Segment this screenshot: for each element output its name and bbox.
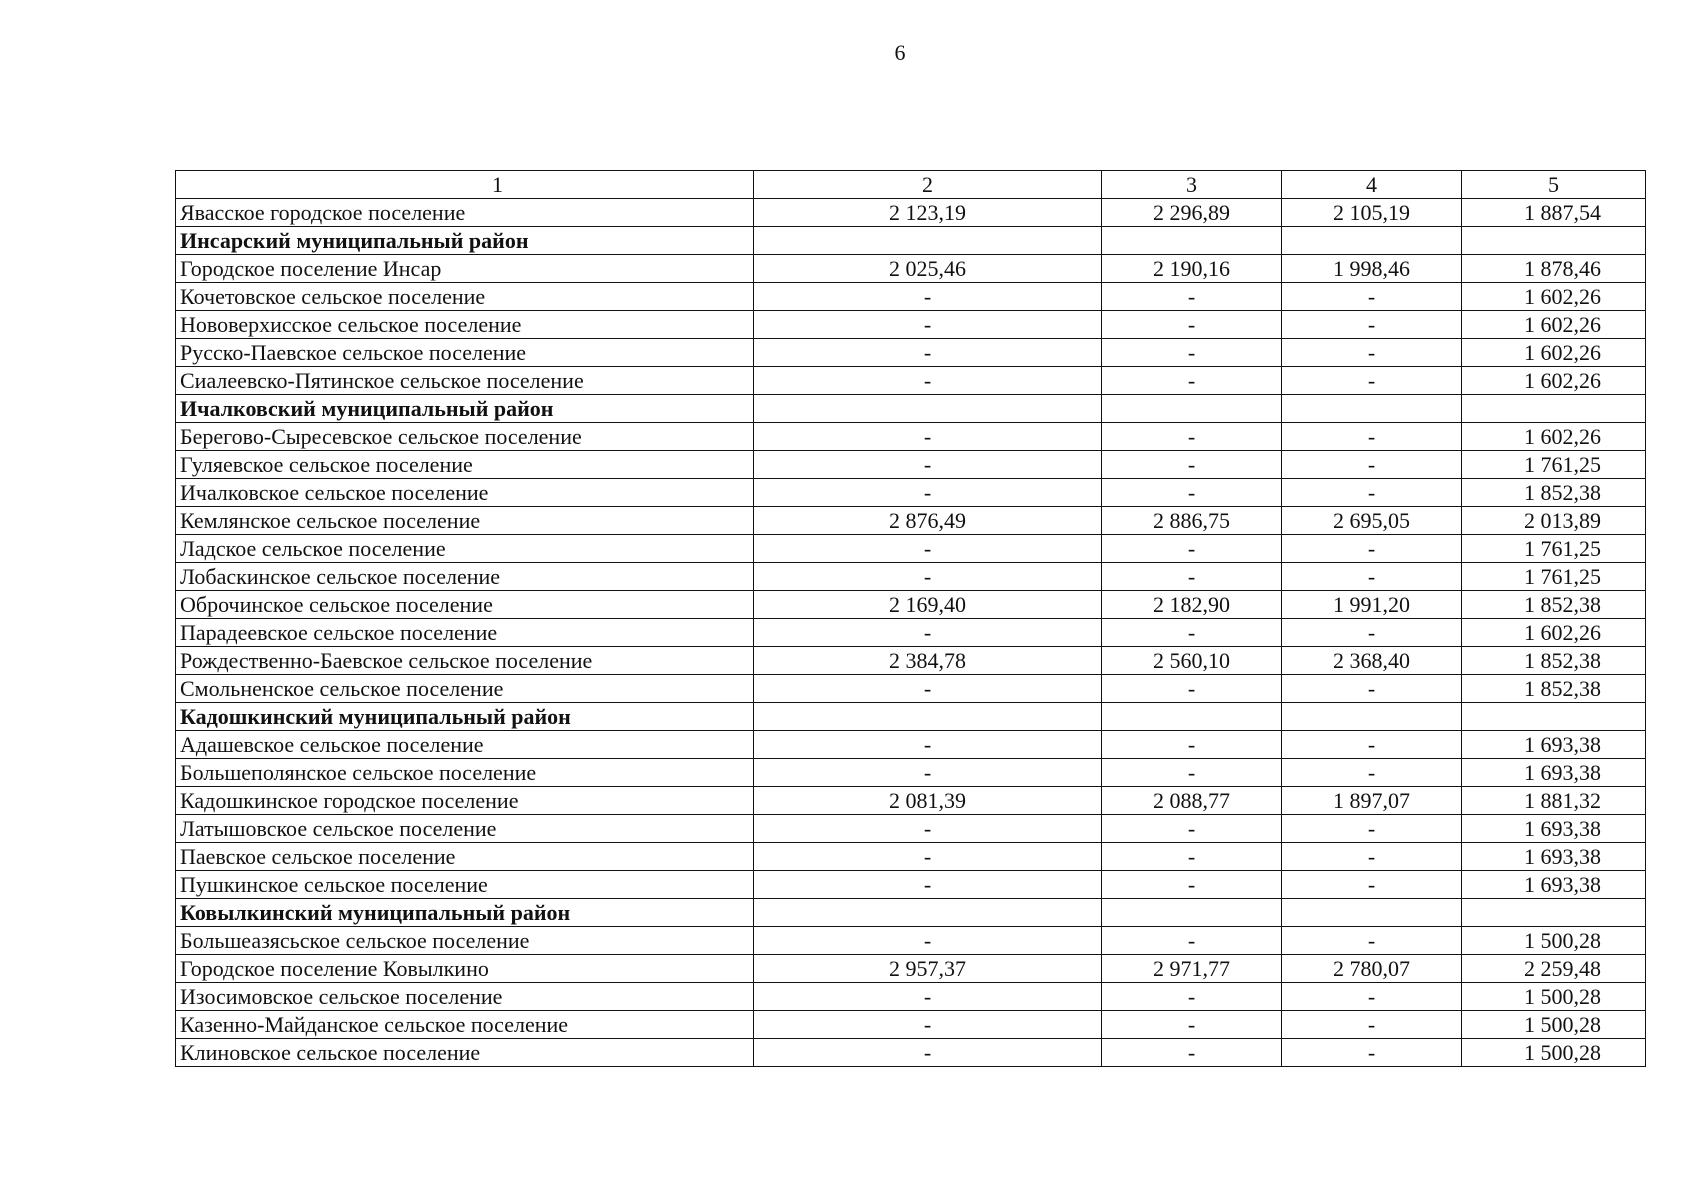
value-cell-col-4 bbox=[1282, 703, 1462, 731]
table-row bbox=[176, 983, 1646, 1011]
value-cell-col-2: - bbox=[754, 311, 1102, 339]
value-cell-col-2: - bbox=[754, 843, 1102, 871]
value-cell-col-2: 2 384,78 bbox=[754, 647, 1102, 675]
table-row bbox=[176, 367, 1646, 395]
settlement-name-cell: Кемлянское сельское поселение bbox=[176, 507, 754, 535]
settlement-name-cell: Кадошкинское городское поселение bbox=[176, 787, 754, 815]
value-cell-col-5: 1 602,26 bbox=[1462, 339, 1646, 367]
value-cell-col-3 bbox=[1102, 227, 1282, 255]
settlement-name-cell: Казенно-Майданское сельское поселение bbox=[176, 1011, 754, 1039]
settlement-name-cell: Берегово-Сыресевское сельское поселение bbox=[176, 423, 754, 451]
value-cell-col-5: 1 693,38 bbox=[1462, 815, 1646, 843]
value-cell-col-5: 1 878,46 bbox=[1462, 255, 1646, 283]
value-cell-col-4: - bbox=[1282, 311, 1462, 339]
value-cell-col-5: 1 761,25 bbox=[1462, 563, 1646, 591]
value-cell-col-5: 2 013,89 bbox=[1462, 507, 1646, 535]
value-cell-col-3: - bbox=[1102, 451, 1282, 479]
table-row bbox=[176, 255, 1646, 283]
value-cell-col-3: 2 560,10 bbox=[1102, 647, 1282, 675]
value-cell-col-5 bbox=[1462, 395, 1646, 423]
table-row bbox=[176, 311, 1646, 339]
district-name-cell: Ичалковский муниципальный район bbox=[176, 395, 754, 423]
value-cell-col-3: - bbox=[1102, 1011, 1282, 1039]
value-cell-col-3: - bbox=[1102, 675, 1282, 703]
table-row bbox=[176, 591, 1646, 619]
value-cell-col-5: 1 500,28 bbox=[1462, 1039, 1646, 1067]
settlement-name-cell: Ичалковское сельское поселение bbox=[176, 479, 754, 507]
settlement-name-cell: Сиалеевско-Пятинское сельское поселение bbox=[176, 367, 754, 395]
value-cell-col-2: - bbox=[754, 451, 1102, 479]
value-cell-col-3: - bbox=[1102, 731, 1282, 759]
value-cell-col-5: 1 761,25 bbox=[1462, 451, 1646, 479]
value-cell-col-5: 1 602,26 bbox=[1462, 311, 1646, 339]
settlement-name-cell: Кочетовское сельское поселение bbox=[176, 283, 754, 311]
value-cell-col-2: - bbox=[754, 367, 1102, 395]
value-cell-col-2: - bbox=[754, 815, 1102, 843]
table-row bbox=[176, 843, 1646, 871]
settlement-name-cell: Городское поселение Ковылкино bbox=[176, 955, 754, 983]
value-cell-col-3: 2 886,75 bbox=[1102, 507, 1282, 535]
table-row bbox=[176, 871, 1646, 899]
value-cell-col-3 bbox=[1102, 899, 1282, 927]
table-row bbox=[176, 283, 1646, 311]
value-cell-col-2: - bbox=[754, 479, 1102, 507]
value-cell-col-4: - bbox=[1282, 843, 1462, 871]
table-row bbox=[176, 339, 1646, 367]
value-cell-col-2 bbox=[754, 899, 1102, 927]
table-row bbox=[176, 787, 1646, 815]
settlement-name-cell: Нововерхисское сельское поселение bbox=[176, 311, 754, 339]
value-cell-col-4: - bbox=[1282, 423, 1462, 451]
value-cell-col-5: 1 602,26 bbox=[1462, 619, 1646, 647]
value-cell-col-5 bbox=[1462, 227, 1646, 255]
value-cell-col-5: 1 500,28 bbox=[1462, 1011, 1646, 1039]
settlement-name-cell: Ладское сельское поселение bbox=[176, 535, 754, 563]
table-row bbox=[176, 619, 1646, 647]
value-cell-col-4: - bbox=[1282, 815, 1462, 843]
value-cell-col-4: - bbox=[1282, 339, 1462, 367]
settlement-name-cell: Явасское городское поселение bbox=[176, 199, 754, 227]
district-row bbox=[176, 899, 1646, 927]
value-cell-col-4: - bbox=[1282, 535, 1462, 563]
value-cell-col-4: - bbox=[1282, 367, 1462, 395]
value-cell-col-2: - bbox=[754, 927, 1102, 955]
value-cell-col-4 bbox=[1282, 227, 1462, 255]
value-cell-col-2 bbox=[754, 395, 1102, 423]
district-name-cell: Кадошкинский муниципальный район bbox=[176, 703, 754, 731]
table-row bbox=[176, 955, 1646, 983]
value-cell-col-2: - bbox=[754, 563, 1102, 591]
settlement-name-cell: Клиновское сельское поселение bbox=[176, 1039, 754, 1067]
value-cell-col-2: 2 957,37 bbox=[754, 955, 1102, 983]
value-cell-col-3: - bbox=[1102, 619, 1282, 647]
settlement-name-cell: Большеазясьское сельское поселение bbox=[176, 927, 754, 955]
value-cell-col-3: - bbox=[1102, 843, 1282, 871]
value-cell-col-4: - bbox=[1282, 731, 1462, 759]
table-row bbox=[176, 927, 1646, 955]
table-row bbox=[176, 815, 1646, 843]
settlements-table bbox=[175, 170, 1646, 1067]
header-cell-2: 2 bbox=[754, 171, 1102, 199]
value-cell-col-3: - bbox=[1102, 563, 1282, 591]
value-cell-col-2: - bbox=[754, 675, 1102, 703]
settlement-name-cell: Паевское сельское поселение bbox=[176, 843, 754, 871]
value-cell-col-5: 1 693,38 bbox=[1462, 731, 1646, 759]
value-cell-col-3: - bbox=[1102, 983, 1282, 1011]
value-cell-col-5: 1 602,26 bbox=[1462, 423, 1646, 451]
value-cell-col-2: - bbox=[754, 731, 1102, 759]
value-cell-col-2: 2 169,40 bbox=[754, 591, 1102, 619]
value-cell-col-5 bbox=[1462, 703, 1646, 731]
value-cell-col-4: - bbox=[1282, 619, 1462, 647]
value-cell-col-5: 1 852,38 bbox=[1462, 647, 1646, 675]
settlement-name-cell: Пушкинское сельское поселение bbox=[176, 871, 754, 899]
settlement-name-cell: Изосимовское сельское поселение bbox=[176, 983, 754, 1011]
value-cell-col-2: - bbox=[754, 983, 1102, 1011]
settlement-name-cell: Лобаскинское сельское поселение bbox=[176, 563, 754, 591]
district-row bbox=[176, 395, 1646, 423]
value-cell-col-5: 1 887,54 bbox=[1462, 199, 1646, 227]
value-cell-col-3: - bbox=[1102, 283, 1282, 311]
settlement-name-cell: Гуляевское сельское поселение bbox=[176, 451, 754, 479]
settlement-name-cell: Городское поселение Инсар bbox=[176, 255, 754, 283]
value-cell-col-2: 2 876,49 bbox=[754, 507, 1102, 535]
value-cell-col-2 bbox=[754, 227, 1102, 255]
value-cell-col-2: - bbox=[754, 283, 1102, 311]
header-cell-3: 3 bbox=[1102, 171, 1282, 199]
settlement-name-cell: Большеполянское сельское поселение bbox=[176, 759, 754, 787]
value-cell-col-4 bbox=[1282, 395, 1462, 423]
value-cell-col-3: - bbox=[1102, 759, 1282, 787]
value-cell-col-4: - bbox=[1282, 871, 1462, 899]
value-cell-col-5: 1 852,38 bbox=[1462, 479, 1646, 507]
value-cell-col-3: - bbox=[1102, 311, 1282, 339]
table-row bbox=[176, 535, 1646, 563]
value-cell-col-3: - bbox=[1102, 535, 1282, 563]
value-cell-col-2: - bbox=[754, 423, 1102, 451]
district-row bbox=[176, 703, 1646, 731]
value-cell-col-4: - bbox=[1282, 927, 1462, 955]
value-cell-col-2: - bbox=[754, 1011, 1102, 1039]
value-cell-col-3: - bbox=[1102, 423, 1282, 451]
value-cell-col-3: - bbox=[1102, 339, 1282, 367]
district-row bbox=[176, 227, 1646, 255]
value-cell-col-4 bbox=[1282, 899, 1462, 927]
value-cell-col-4: - bbox=[1282, 983, 1462, 1011]
value-cell-col-3 bbox=[1102, 395, 1282, 423]
district-name-cell: Ковылкинский муниципальный район bbox=[176, 899, 754, 927]
value-cell-col-4: 2 368,40 bbox=[1282, 647, 1462, 675]
value-cell-col-5: 1 881,32 bbox=[1462, 787, 1646, 815]
value-cell-col-4: 1 998,46 bbox=[1282, 255, 1462, 283]
value-cell-col-3: 2 190,16 bbox=[1102, 255, 1282, 283]
table-row bbox=[176, 563, 1646, 591]
value-cell-col-3: 2 296,89 bbox=[1102, 199, 1282, 227]
table-row bbox=[176, 675, 1646, 703]
table-header-row bbox=[176, 171, 1646, 199]
value-cell-col-5: 1 602,26 bbox=[1462, 283, 1646, 311]
settlement-name-cell: Латышовское сельское поселение bbox=[176, 815, 754, 843]
header-cell-5: 5 bbox=[1462, 171, 1646, 199]
value-cell-col-5: 1 602,26 bbox=[1462, 367, 1646, 395]
value-cell-col-2 bbox=[754, 703, 1102, 731]
value-cell-col-5: 1 693,38 bbox=[1462, 759, 1646, 787]
value-cell-col-4: - bbox=[1282, 759, 1462, 787]
table-row bbox=[176, 1011, 1646, 1039]
value-cell-col-4: - bbox=[1282, 451, 1462, 479]
table-row bbox=[176, 199, 1646, 227]
value-cell-col-5 bbox=[1462, 899, 1646, 927]
value-cell-col-5: 2 259,48 bbox=[1462, 955, 1646, 983]
value-cell-col-4: - bbox=[1282, 1011, 1462, 1039]
value-cell-col-3: - bbox=[1102, 871, 1282, 899]
value-cell-col-3: - bbox=[1102, 815, 1282, 843]
value-cell-col-4: 2 780,07 bbox=[1282, 955, 1462, 983]
settlement-name-cell: Адашевское сельское поселение bbox=[176, 731, 754, 759]
value-cell-col-3: - bbox=[1102, 367, 1282, 395]
value-cell-col-4: - bbox=[1282, 479, 1462, 507]
header-cell-1: 1 bbox=[176, 171, 754, 199]
value-cell-col-5: 1 500,28 bbox=[1462, 983, 1646, 1011]
value-cell-col-4: - bbox=[1282, 675, 1462, 703]
value-cell-col-5: 1 693,38 bbox=[1462, 843, 1646, 871]
value-cell-col-4: 2 105,19 bbox=[1282, 199, 1462, 227]
value-cell-col-2: - bbox=[754, 339, 1102, 367]
value-cell-col-4: - bbox=[1282, 1039, 1462, 1067]
table-row bbox=[176, 423, 1646, 451]
table-row bbox=[176, 507, 1646, 535]
value-cell-col-3 bbox=[1102, 703, 1282, 731]
value-cell-col-5: 1 761,25 bbox=[1462, 535, 1646, 563]
value-cell-col-4: - bbox=[1282, 283, 1462, 311]
table-row bbox=[176, 451, 1646, 479]
value-cell-col-3: - bbox=[1102, 479, 1282, 507]
value-cell-col-2: - bbox=[754, 619, 1102, 647]
table-row bbox=[176, 647, 1646, 675]
value-cell-col-2: - bbox=[754, 759, 1102, 787]
value-cell-col-2: - bbox=[754, 1039, 1102, 1067]
settlement-name-cell: Рождественно-Баевское сельское поселение bbox=[176, 647, 754, 675]
value-cell-col-5: 1 852,38 bbox=[1462, 675, 1646, 703]
value-cell-col-3: - bbox=[1102, 927, 1282, 955]
page-number: 6 bbox=[894, 40, 906, 65]
value-cell-col-2: 2 081,39 bbox=[754, 787, 1102, 815]
settlement-name-cell: Парадеевское сельское поселение bbox=[176, 619, 754, 647]
district-name-cell: Инсарский муниципальный район bbox=[176, 227, 754, 255]
value-cell-col-3: 2 088,77 bbox=[1102, 787, 1282, 815]
table-row bbox=[176, 479, 1646, 507]
value-cell-col-2: 2 025,46 bbox=[754, 255, 1102, 283]
settlement-name-cell: Оброчинское сельское поселение bbox=[176, 591, 754, 619]
settlement-name-cell: Русско-Паевское сельское поселение bbox=[176, 339, 754, 367]
value-cell-col-2: - bbox=[754, 871, 1102, 899]
table-row bbox=[176, 759, 1646, 787]
value-cell-col-4: - bbox=[1282, 563, 1462, 591]
value-cell-col-2: 2 123,19 bbox=[754, 199, 1102, 227]
value-cell-col-2: - bbox=[754, 535, 1102, 563]
table-body bbox=[176, 171, 1646, 1067]
value-cell-col-3: - bbox=[1102, 1039, 1282, 1067]
table-row bbox=[176, 1039, 1646, 1067]
header-cell-4: 4 bbox=[1282, 171, 1462, 199]
value-cell-col-5: 1 693,38 bbox=[1462, 871, 1646, 899]
value-cell-col-5: 1 852,38 bbox=[1462, 591, 1646, 619]
value-cell-col-4: 2 695,05 bbox=[1282, 507, 1462, 535]
value-cell-col-4: 1 991,20 bbox=[1282, 591, 1462, 619]
value-cell-col-4: 1 897,07 bbox=[1282, 787, 1462, 815]
table-row bbox=[176, 731, 1646, 759]
value-cell-col-3: 2 971,77 bbox=[1102, 955, 1282, 983]
value-cell-col-5: 1 500,28 bbox=[1462, 927, 1646, 955]
settlement-name-cell: Смольненское сельское поселение bbox=[176, 675, 754, 703]
value-cell-col-3: 2 182,90 bbox=[1102, 591, 1282, 619]
